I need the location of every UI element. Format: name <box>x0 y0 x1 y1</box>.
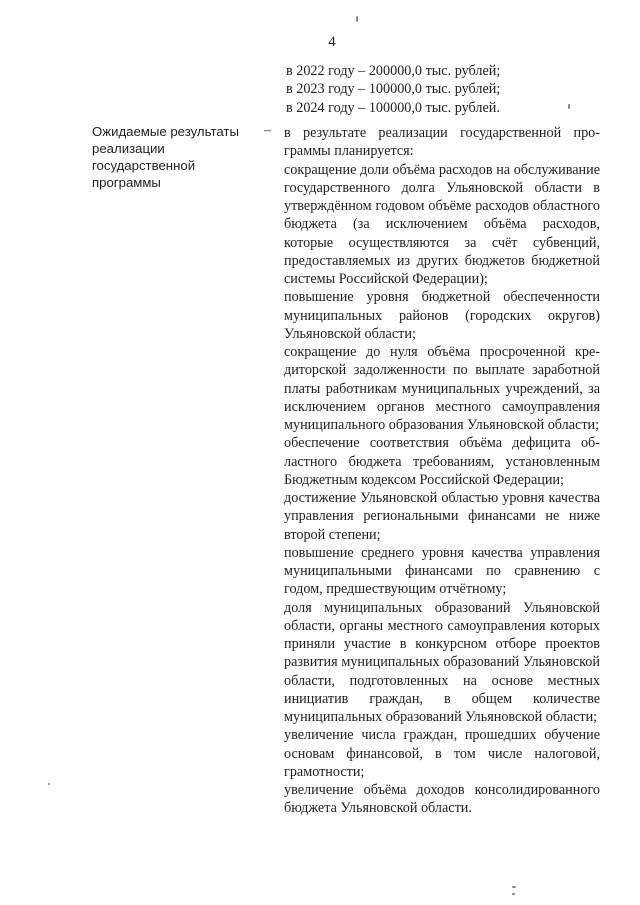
label-line: реализации <box>92 141 165 156</box>
result-item: сокращение доли объёма расходов на обслуживание государственного долга Ульяновской области в утверждённом годовом объёме расходов областного бюджета (за исключением объёма расходов, которые осуществляются за счёт субвенций, предоставляемых из других бюджетов бюджетной системы Российской Федерации); <box>284 161 600 287</box>
result-item: сокращение до нуля объёма просроченной кредиторской задолженности по выплате заработной платы работникам муниципальных учреждений, за исключением органов местного самоуправления муниципального образования Ульяновской области; <box>284 344 600 433</box>
page-number: 4 <box>328 34 336 50</box>
scan-speck <box>512 893 515 895</box>
label-dash: – <box>264 123 271 138</box>
result-item: достижение Ульяновской областью уровня качества управления региональными финансами не ниже второй степени; <box>284 490 600 543</box>
scan-speck <box>356 16 358 22</box>
result-item: повышение среднего уровня качества управления муниципальными финансами по сравнению с годом, предшествующим отчётному; <box>284 544 600 598</box>
label-line: программы <box>92 175 161 190</box>
funding-line-2023: в 2023 году – 100000,0 тыс. рублей; <box>286 81 501 98</box>
results-intro: в результате реализации государственной программы планируется: <box>284 125 600 160</box>
expected-results-label <box>92 123 262 191</box>
scan-speck <box>568 104 570 109</box>
result-item: доля муниципальных образований Ульяновской области, органы местного самоуправления которых приняли участие в конкурсном отборе проектов развития муниципальных образований Ульяновской области, подготовленных на основе местных инициатив граждан, в общем количестве муниципальных образований Ульяновской области; <box>284 599 600 725</box>
result-item: обеспечение соответствия объёма дефицита областного бюджета требованиям, установленным Бюджетным кодексом Российской Федерации; <box>284 435 600 488</box>
result-item: повышение уровня бюджетной обеспеченности муниципальных районов (городских округов) Ульяновской области; <box>284 289 600 342</box>
label-line: государственной <box>92 158 196 173</box>
scan-speck <box>48 783 50 785</box>
funding-by-year <box>286 62 606 117</box>
result-item: увеличение числа граждан, прошедших обучение основам финансовой, в том числе налоговой, грамотности; <box>284 727 600 780</box>
funding-line-2022: в 2022 году – 200000,0 тыс. рублей; <box>286 63 501 79</box>
label-line: Ожидаемые результаты <box>92 124 239 139</box>
scan-speck <box>512 886 516 888</box>
funding-line-2024: в 2024 году – 100000,0 тыс. рублей. <box>286 99 500 116</box>
expected-results-text <box>284 124 600 818</box>
result-item: увеличение объёма доходов консолидированного бюджета Ульяновской области. <box>284 782 600 817</box>
